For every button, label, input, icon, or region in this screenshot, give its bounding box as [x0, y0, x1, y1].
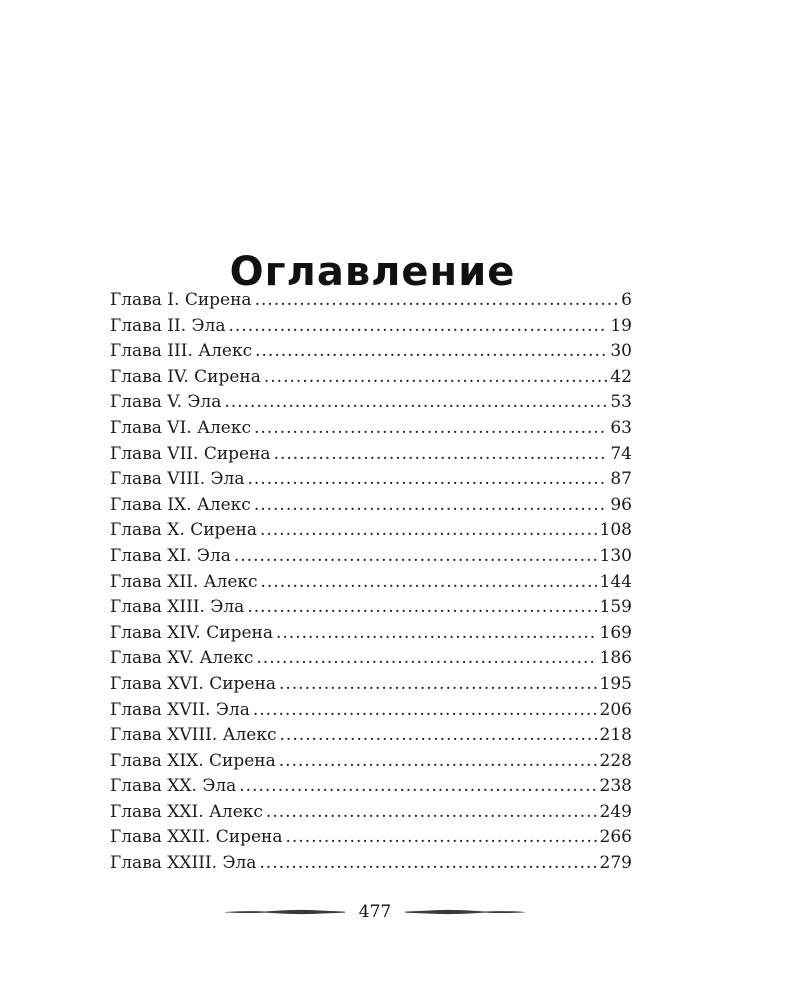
toc-page-number: 144 — [599, 571, 632, 592]
toc-entry-22 — [110, 825, 632, 851]
toc-label: Глава X. Сирена — [110, 520, 257, 541]
right-ornament-icon — [405, 907, 525, 917]
dot-leader — [253, 698, 597, 724]
toc-entry-3 — [110, 339, 632, 365]
toc-page-number: 74 — [610, 443, 632, 464]
toc-label: Глава VIII. Эла — [110, 469, 245, 490]
dot-leader — [264, 365, 607, 391]
dot-leader — [239, 774, 596, 800]
toc-label: Глава XXI. Алекс — [110, 801, 263, 822]
toc-entry-17 — [110, 698, 632, 724]
toc-entry-2 — [110, 314, 632, 340]
toc-page-number: 108 — [599, 520, 632, 541]
dot-leader — [247, 595, 596, 621]
toc-entry-1 — [110, 288, 632, 314]
table-of-contents — [110, 288, 632, 877]
dot-leader — [256, 646, 596, 672]
toc-entry-8 — [110, 467, 632, 493]
toc-page-number: 195 — [599, 673, 632, 694]
toc-entry-13 — [110, 595, 632, 621]
toc-label: Глава IX. Алекс — [110, 494, 251, 515]
dot-leader — [266, 800, 597, 826]
dot-leader — [280, 723, 597, 749]
toc-label: Глава XVIII. Алекс — [110, 725, 277, 746]
toc-page-number: 249 — [599, 801, 632, 822]
toc-page-number: 19 — [610, 315, 632, 336]
toc-page-number: 6 — [621, 290, 632, 310]
toc-label: Глава XVI. Сирена — [110, 673, 276, 694]
dot-leader — [286, 825, 597, 851]
toc-page-number: 186 — [599, 648, 632, 669]
toc-entry-20 — [110, 774, 632, 800]
dot-leader — [254, 493, 608, 519]
toc-page-number: 30 — [610, 341, 632, 362]
dot-leader — [261, 570, 597, 596]
toc-page-number: 218 — [599, 725, 632, 746]
toc-label: Глава XVII. Эла — [110, 699, 250, 720]
toc-entry-6 — [110, 416, 632, 442]
toc-label: Глава XXIII. Эла — [110, 853, 257, 874]
toc-page-number: 206 — [599, 699, 632, 720]
toc-page-number: 228 — [599, 750, 632, 771]
dot-leader — [255, 288, 619, 314]
page-number: 477 — [358, 902, 392, 922]
toc-label: Глава VI. Алекс — [110, 417, 251, 438]
dot-leader — [276, 621, 597, 647]
toc-page-number: 42 — [610, 366, 632, 387]
toc-page-number: 96 — [610, 494, 632, 515]
toc-entry-18 — [110, 723, 632, 749]
toc-entry-15 — [110, 646, 632, 672]
toc-entry-10 — [110, 518, 632, 544]
toc-label: Глава I. Сирена — [110, 290, 252, 310]
toc-entry-7 — [110, 442, 632, 468]
toc-page-number: 159 — [599, 597, 632, 618]
toc-entry-21 — [110, 800, 632, 826]
dot-leader — [279, 749, 597, 775]
toc-label: Глава XIX. Сирена — [110, 750, 276, 771]
toc-page-number: 87 — [610, 469, 632, 490]
dot-leader — [247, 467, 607, 493]
dot-leader — [234, 544, 597, 570]
toc-label: Глава XI. Эла — [110, 545, 231, 566]
toc-entry-9 — [110, 493, 632, 519]
toc-page-number: 53 — [610, 392, 632, 413]
toc-page-number: 279 — [599, 853, 632, 874]
dot-leader — [274, 442, 608, 468]
dot-leader — [279, 672, 597, 698]
toc-label: Глава V. Эла — [110, 392, 222, 413]
left-ornament-icon — [225, 907, 345, 917]
toc-entry-11 — [110, 544, 632, 570]
toc-label: Глава XIII. Эла — [110, 597, 245, 618]
toc-label: Глава XXII. Сирена — [110, 827, 283, 848]
dot-leader — [255, 339, 607, 365]
dot-leader — [228, 314, 607, 340]
toc-label: Глава XII. Алекс — [110, 571, 258, 592]
dot-leader — [254, 416, 607, 442]
toc-label: Глава VII. Сирена — [110, 443, 271, 464]
dot-leader — [259, 851, 596, 877]
toc-page-number: 169 — [599, 622, 632, 643]
toc-page-number: 266 — [599, 827, 632, 848]
page-footer — [220, 898, 530, 926]
page-title: Оглавление — [229, 248, 516, 295]
toc-entry-4 — [110, 365, 632, 391]
toc-entry-12 — [110, 570, 632, 596]
toc-label: Глава III. Алекс — [110, 341, 253, 362]
toc-label: Глава XV. Алекс — [110, 648, 254, 669]
toc-label: Глава XIV. Сирена — [110, 622, 273, 643]
dot-leader — [224, 390, 607, 416]
toc-label: Глава IV. Сирена — [110, 366, 261, 387]
toc-entry-14 — [110, 621, 632, 647]
toc-page-number: 238 — [599, 776, 632, 797]
dot-leader — [260, 518, 597, 544]
toc-entry-23 — [110, 851, 632, 877]
toc-entry-19 — [110, 749, 632, 775]
toc-entry-5 — [110, 390, 632, 416]
toc-entry-16 — [110, 672, 632, 698]
toc-page-number: 130 — [599, 545, 632, 566]
toc-label: Глава II. Эла — [110, 315, 226, 336]
toc-page-number: 63 — [610, 417, 632, 438]
toc-label: Глава XX. Эла — [110, 776, 237, 797]
